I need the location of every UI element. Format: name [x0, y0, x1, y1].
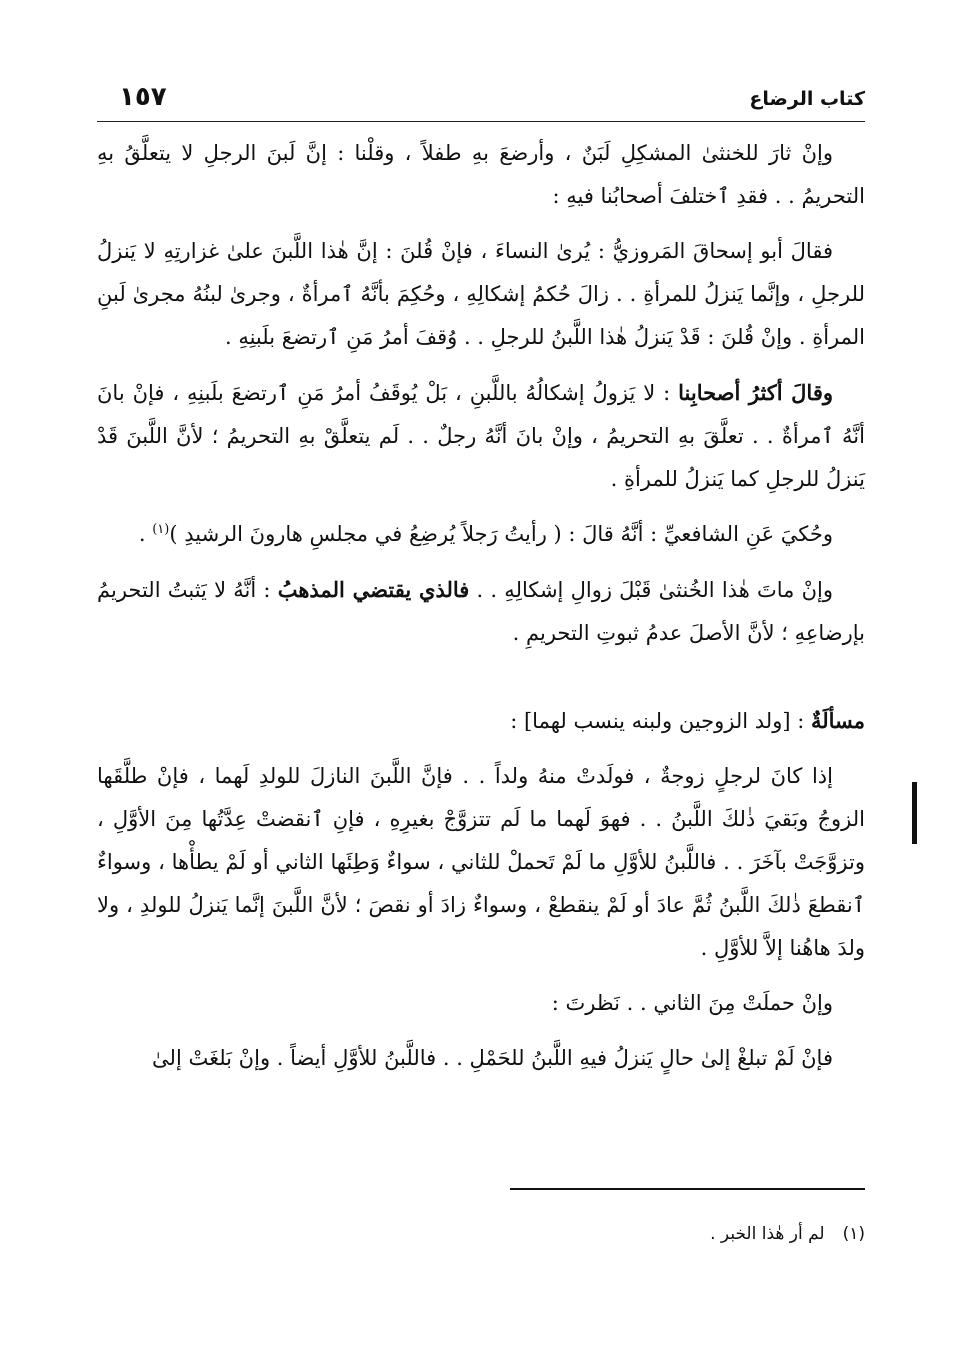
- footnote-number: (١): [842, 1224, 865, 1244]
- paragraph-7: إذا كانَ لرجلٍ زوجةٌ ، فولَدتْ منهُ ولداً . . فإنَّ اللَّبنَ النازلَ للولدِ لَهما ، فإنْ طلَّقَها الزوجُ وبَقيَ ذٰلكَ اللَّبنُ . . فهوَ لَهما ما لَم تتزوَّجْ بغيرِهِ ، فإنِ ٱنقضتْ عِدَّتُها مِنَ الأوَّلِ ، وتزوَّجَتْ بآخَرَ . . فاللَّبنُ للأوَّلِ ما لَمْ تَحملْ للثاني ، سواءٌ وَطِئَها الثاني أو لَمْ يطأْها ، وسواءٌ ٱنقطعَ ذٰلكَ اللَّبنُ ثُمَّ عادَ أو لَمْ ينقطعْ ، وسواءٌ زادَ أو نقصَ ؛ لأنَّ اللَّبنَ إنَّما يَنزلُ للولدِ ، ولا ولدَ هاهُنا إلاَّ للأوَّلِ .: [97, 764, 865, 960]
- section-marker-bar: [912, 782, 917, 844]
- main-text: [97, 132, 865, 1092]
- footnote: [710, 1224, 865, 1244]
- paragraph-1: وإنْ ثارَ للخنثىٰ المشكِلِ لَبَنٌ ، وأرضعَ بهِ طفلاً ، وقلْنا : إنَّ لَبنَ الرجلِ لا يتعلَّقُ بهِ التحريمُ . . فقدِ ٱختلفَ أصحابُنا فيهِ :: [97, 141, 865, 208]
- paragraph-5: وإنْ ماتَ هٰذا الخُنثىٰ قَبْلَ زوالِ إشكالِهِ . . فالذي يقتضي المذهبُ : أنَّهُ لا يَثبتُ التحريمُ بإرضاعِهِ ؛ لأنَّ الأصلَ عدمُ ثبوتِ التحريمِ .: [97, 577, 865, 645]
- paragraph-2: فقالَ أبو إسحاقَ المَروزيُّ : يُرىٰ النساءَ ، فإنْ قُلنَ : إنَّ هٰذا اللَّبنَ علىٰ غزارتِهِ لا يَنزلُ للرجلِ ، وإنَّما يَنزلُ للمرأةِ . . زالَ حُكمُ إشكالِهِ ، وحُكِمَ بأنَّهُ ٱمرأةٌ ، وجرىٰ لبنُهُ مجرىٰ لَبنِ المرأةِ . وإنْ قُلنَ : قَدْ يَنزلُ هٰذا اللَّبنُ للرجلِ . . وُقفَ أمرُ مَنِ ٱرتضعَ بلَبنِهِ .: [97, 239, 865, 349]
- paragraph-8: وإنْ حملَتْ مِنَ الثاني . . نَظرتَ :: [551, 991, 833, 1015]
- header-divider: [97, 121, 865, 122]
- book-title: كتاب الرضاع: [749, 88, 865, 110]
- footnote-divider: [510, 1188, 865, 1190]
- masala-title: : [ولد الزوجين ولبنه ينسب لهما] :: [510, 709, 811, 733]
- masala-label: مسألَةٌ: [810, 708, 865, 733]
- page-number: ١٥٧: [119, 82, 167, 112]
- footnote-text: لم أر هٰذا الخبر .: [710, 1224, 825, 1244]
- page-header: [97, 82, 865, 118]
- paragraph-9: فإنْ لَمْ تبلغْ إلىٰ حالٍ يَنزلُ فيهِ اللَّبنُ للحَمْلِ . . فاللَّبنُ للأوَّلِ أيضاً . وإنْ بَلغَتْ إلىٰ: [152, 1046, 833, 1070]
- paragraph-4: وحُكيَ عَنِ الشافعيِّ : أنَّهُ قالَ : ( رأيتُ رَجلاً يُرضِعُ في مجلسِ هارونَ الرشيدِ )$^{(١)}$ .: [138, 522, 833, 546]
- paragraph-3: وقالَ أكثرُ أصحابِنا : لا يَزولُ إشكالُهُ باللَّبنِ ، بَلْ يُوقَفُ أمرُ مَنِ ٱرتضعَ بلَبنِهِ ، فإنْ بانَ أنَّهُ ٱمرأةٌ . . تعلَّقَ بهِ التحريمُ ، وإنْ بانَ أنَّهُ رجلٌ . . لَم يتعلَّقْ بهِ التحريمُ ؛ لأنَّ اللَّبنَ قَدْ يَنزلُ للرجلِ كما يَنزلُ للمرأةِ .: [97, 380, 865, 491]
- masala-heading: [97, 699, 865, 743]
- footnote-reference[interactable]: (١): [152, 522, 170, 537]
